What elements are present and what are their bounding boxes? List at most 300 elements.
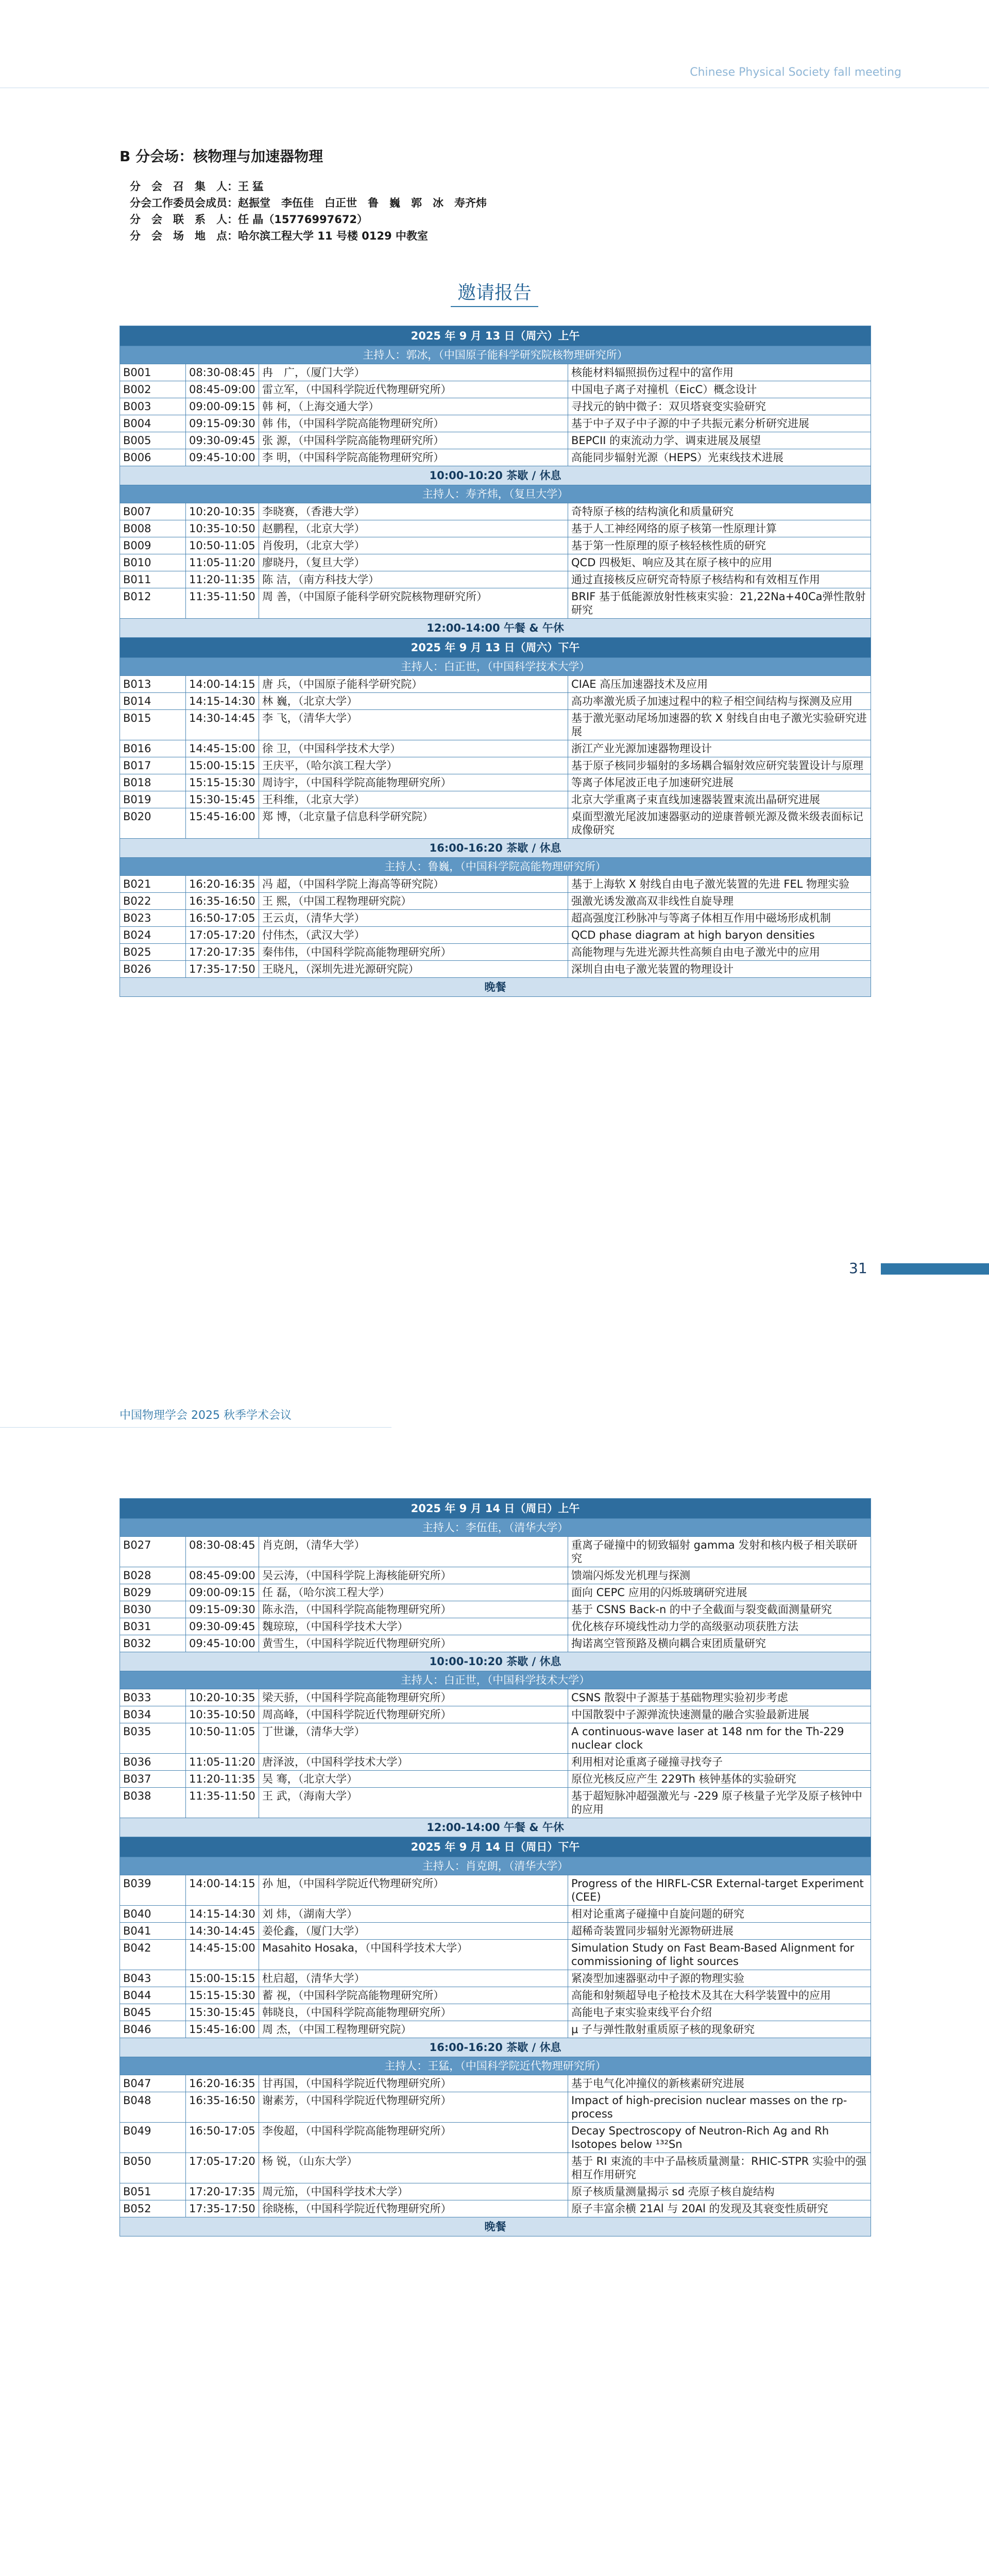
talk-row — [120, 944, 871, 961]
talk-row — [120, 1689, 871, 1706]
talk-id: B043 — [120, 1970, 186, 1987]
talk-speaker: 唐 兵，（中国原子能科学研究院） — [259, 676, 568, 693]
talk-id: B001 — [120, 364, 186, 381]
talk-time: 15:45-16:00 — [186, 808, 259, 839]
talk-time: 16:50-17:05 — [186, 910, 259, 927]
day-row — [120, 1499, 871, 1519]
talk-row — [120, 1906, 871, 1923]
talk-speaker: 黄雪生，（中国科学院近代物理研究所） — [259, 1635, 568, 1652]
talk-id: B002 — [120, 381, 186, 398]
talk-speaker: 吴 骞，（北京大学） — [259, 1771, 568, 1788]
running-header: Chinese Physical Society fall meeting — [690, 66, 901, 79]
talk-speaker: 李 飞，（清华大学） — [259, 710, 568, 740]
break-label: 12:00-14:00 午餐 & 午休 — [120, 1818, 871, 1837]
talk-row — [120, 1987, 871, 2004]
talk-time: 15:45-16:00 — [186, 2021, 259, 2038]
talk-id: B051 — [120, 2183, 186, 2200]
talk-id: B044 — [120, 1987, 186, 2004]
talk-id: B034 — [120, 1706, 186, 1723]
talk-title: Simulation Study on Fast Beam-Based Alignment for commissioning of light sources — [568, 1940, 871, 1970]
talk-title: 基于中子双子中子源的中子共振元素分析研究进展 — [568, 415, 871, 432]
talk-title: 强激光诱发激高双非线性自旋导理 — [568, 893, 871, 910]
talk-row — [120, 537, 871, 554]
talk-id: B014 — [120, 693, 186, 710]
break-row — [120, 2217, 871, 2236]
talk-speaker: 丁世谦，（清华大学） — [259, 1723, 568, 1754]
talk-id: B005 — [120, 432, 186, 449]
talk-speaker: 徐 卫，（中国科学技术大学） — [259, 740, 568, 757]
talk-speaker: 姜伦鑫，（厦门大学） — [259, 1923, 568, 1940]
talk-speaker: 魏琼琼，（中国科学技术大学） — [259, 1618, 568, 1635]
talk-speaker: 杨 锐，（山东大学） — [259, 2153, 568, 2183]
talk-time: 15:30-15:45 — [186, 791, 259, 808]
talk-speaker: 韩 伟，（中国科学院高能物理研究所） — [259, 415, 568, 432]
talk-title: 深圳自由电子激光装置的物理设计 — [568, 961, 871, 978]
talk-time: 16:50-17:05 — [186, 2123, 259, 2153]
talk-row — [120, 1771, 871, 1788]
talk-time: 17:35-17:50 — [186, 2200, 259, 2217]
talk-id: B035 — [120, 1723, 186, 1754]
talk-row — [120, 503, 871, 520]
day-row — [120, 638, 871, 658]
talk-row — [120, 774, 871, 791]
talk-title: μ 子与弹性散射重质原子核的现象研究 — [568, 2021, 871, 2038]
talk-id: B006 — [120, 449, 186, 466]
talk-time: 14:30-14:45 — [186, 1923, 259, 1940]
talk-time: 14:45-15:00 — [186, 1940, 259, 1970]
talk-time: 16:20-16:35 — [186, 2075, 259, 2092]
talk-time: 10:50-11:05 — [186, 537, 259, 554]
break-label: 16:00-16:20 茶歇 / 休息 — [120, 839, 871, 858]
talk-row — [120, 449, 871, 466]
talk-id: B032 — [120, 1635, 186, 1652]
day-row — [120, 326, 871, 346]
talk-time: 09:30-09:45 — [186, 1618, 259, 1635]
talk-id: B036 — [120, 1754, 186, 1771]
talk-row — [120, 1788, 871, 1818]
chair-row — [120, 485, 871, 503]
talk-id: B019 — [120, 791, 186, 808]
talk-row — [120, 1723, 871, 1754]
talk-title: 基于人工神经网络的原子核第一性原理计算 — [568, 520, 871, 537]
talk-time: 15:00-15:15 — [186, 1970, 259, 1987]
talk-row — [120, 676, 871, 693]
talk-id: B040 — [120, 1906, 186, 1923]
talk-title: A continuous-wave laser at 148 nm for the Th-229 nuclear clock — [568, 1723, 871, 1754]
chair-label: 主持人：鲁巍，（中国科学院高能物理研究所） — [120, 858, 871, 876]
talk-row — [120, 398, 871, 415]
talk-title: 优化核存环境线性动力学的高级驱动项获胜方法 — [568, 1618, 871, 1635]
chair-label: 主持人：肖克朗，（清华大学） — [120, 1857, 871, 1875]
talk-time: 15:00-15:15 — [186, 757, 259, 774]
talk-title: 中国散裂中子源弹流快速测量的融合实验最新进展 — [568, 1706, 871, 1723]
chair-label: 主持人：寿齐炜，（复旦大学） — [120, 485, 871, 503]
talk-row — [120, 757, 871, 774]
talk-time: 17:20-17:35 — [186, 944, 259, 961]
chair-label: 主持人：郭冰，（中国原子能科学研究院核物理研究所） — [120, 346, 871, 364]
talk-title: 高能物理与先进光源共性高频自由电子激光中的应用 — [568, 944, 871, 961]
break-label: 16:00-16:20 茶歇 / 休息 — [120, 2038, 871, 2057]
talk-row — [120, 876, 871, 893]
talk-title: 北京大学重离子束直线加速器装置束流出晶研究进展 — [568, 791, 871, 808]
talk-time: 09:15-09:30 — [186, 1601, 259, 1618]
break-row — [120, 1652, 871, 1671]
chair-row — [120, 346, 871, 364]
talk-row — [120, 1584, 871, 1601]
talk-id: B013 — [120, 676, 186, 693]
chair-row — [120, 1671, 871, 1689]
talk-speaker: 韩晓良，（中国科学院高能物理研究所） — [259, 2004, 568, 2021]
talk-title: CSNS 散裂中子源基于基础物理实验初步考虑 — [568, 1689, 871, 1706]
talk-time: 17:05-17:20 — [186, 927, 259, 944]
talk-title: 重离子碰撞中的韧致辐射 gamma 发射和核内极子相关联研究 — [568, 1537, 871, 1567]
talk-row — [120, 1875, 871, 1906]
talk-time: 08:30-08:45 — [186, 364, 259, 381]
talk-row — [120, 381, 871, 398]
break-row — [120, 978, 871, 997]
day-label: 2025 年 9 月 13 日（周六）下午 — [120, 638, 871, 658]
talk-row — [120, 2004, 871, 2021]
talk-id: B041 — [120, 1923, 186, 1940]
talk-speaker: 陈 洁，（南方科技大学） — [259, 571, 568, 588]
day-label: 2025 年 9 月 14 日（周日）上午 — [120, 1499, 871, 1519]
talk-time: 09:15-09:30 — [186, 415, 259, 432]
talk-speaker: 李晓赛，（香港大学） — [259, 503, 568, 520]
talk-speaker: 徐晓栋，（中国科学院近代物理研究所） — [259, 2200, 568, 2217]
talk-id: B020 — [120, 808, 186, 839]
talk-id: B048 — [120, 2092, 186, 2123]
talk-title: 掏诺离空管预路及横向耦合束团质量研究 — [568, 1635, 871, 1652]
talk-row — [120, 710, 871, 740]
talk-title: 浙江产业光源加速器物理设计 — [568, 740, 871, 757]
chair-row — [120, 1519, 871, 1537]
talk-id: B050 — [120, 2153, 186, 2183]
talk-title: QCD 四极矩、响应及其在原子核中的应用 — [568, 554, 871, 571]
talk-id: B045 — [120, 2004, 186, 2021]
talk-speaker: 李俊超，（中国科学院高能物理研究所） — [259, 2123, 568, 2153]
day-label: 2025 年 9 月 14 日（周日）下午 — [120, 1837, 871, 1857]
talk-id: B038 — [120, 1788, 186, 1818]
talk-speaker: 付伟杰，（武汉大学） — [259, 927, 568, 944]
chair-label: 主持人：白正世，（中国科学技术大学） — [120, 1671, 871, 1689]
talk-speaker: 周 善，（中国原子能科学研究院核物理研究所） — [259, 588, 568, 619]
organizer-block — [130, 178, 487, 244]
talk-row — [120, 740, 871, 757]
chair-row — [120, 2057, 871, 2075]
talk-title: 基于激光驱动尾场加速器的软 X 射线自由电子激光实验研究进展 — [568, 710, 871, 740]
break-label: 晚餐 — [120, 2217, 871, 2236]
talk-time: 14:15-14:30 — [186, 693, 259, 710]
talk-id: B009 — [120, 537, 186, 554]
talk-row — [120, 2021, 871, 2038]
venue-line: 分 会 场 地 点：哈尔滨工程大学 11 号楼 0129 中教室 — [130, 230, 428, 242]
talk-title: BRIF 基于低能源放射性核束实验：21,22Na+40Ca弹性散射研究 — [568, 588, 871, 619]
running-header: 中国物理学会 2025 秋季学术会议 — [120, 1409, 292, 1422]
talk-time: 08:30-08:45 — [186, 1537, 259, 1567]
talk-speaker: 周高峰，（中国科学院近代物理研究所） — [259, 1706, 568, 1723]
talk-title: 高能同步辐射光源（HEPS）光束线技术进展 — [568, 449, 871, 466]
talk-title: 高功率激光质子加速过程中的粒子相空间结构与探测及应用 — [568, 693, 871, 710]
talk-speaker: 谢素芳，（中国科学院近代物理研究所） — [259, 2092, 568, 2123]
talk-speaker: 蓄 视，（中国科学院高能物理研究所） — [259, 1987, 568, 2004]
schedule-table-day1 — [120, 326, 871, 997]
talk-speaker: 肖克朗，（清华大学） — [259, 1537, 568, 1567]
talk-time: 11:05-11:20 — [186, 554, 259, 571]
talk-speaker: 周诗宇，（中国科学院高能物理研究所） — [259, 774, 568, 791]
talk-title: 寻找元的钠中微子：双贝塔衰变实验研究 — [568, 398, 871, 415]
talk-speaker: 赵鹏程，（北京大学） — [259, 520, 568, 537]
talk-id: B029 — [120, 1584, 186, 1601]
page-32 — [0, 1298, 989, 2576]
schedule-table-day2 — [120, 1498, 871, 2236]
talk-row — [120, 571, 871, 588]
talk-time: 09:45-10:00 — [186, 1635, 259, 1652]
talk-time: 11:35-11:50 — [186, 1788, 259, 1818]
talk-title: 相对论重离子碰撞中自旋问题的研究 — [568, 1906, 871, 1923]
talk-id: B028 — [120, 1567, 186, 1584]
talk-id: B037 — [120, 1771, 186, 1788]
talk-title: 奇特原子核的结构演化和质量研究 — [568, 503, 871, 520]
talk-title: 基于 RI 束流的丰中子晶核质量测量：RHIC-STPR 实验中的强相互作用研究 — [568, 2153, 871, 2183]
talk-title: 馈端闪烁发光机理与探测 — [568, 1567, 871, 1584]
talk-speaker: 王 熙，（中国工程物理研究院） — [259, 893, 568, 910]
talk-time: 14:00-14:15 — [186, 1875, 259, 1906]
break-row — [120, 466, 871, 485]
talk-id: B008 — [120, 520, 186, 537]
talk-id: B004 — [120, 415, 186, 432]
talk-speaker: 任 磊，（哈尔滨工程大学） — [259, 1584, 568, 1601]
talk-row — [120, 893, 871, 910]
talk-title: 基于 CSNS Back-n 的中子全截面与裂变截面测量研究 — [568, 1601, 871, 1618]
talk-time: 16:20-16:35 — [186, 876, 259, 893]
talk-title: Impact of high-precision nuclear masses on the rp-process — [568, 2092, 871, 2123]
talk-time: 10:35-10:50 — [186, 1706, 259, 1723]
talk-id: B010 — [120, 554, 186, 571]
talk-row — [120, 2153, 871, 2183]
talk-id: B017 — [120, 757, 186, 774]
talk-title: 原子核质量测量揭示 sd 壳原子核自旋结构 — [568, 2183, 871, 2200]
talk-speaker: 周 杰，（中国工程物理研究院） — [259, 2021, 568, 2038]
talk-row — [120, 1970, 871, 1987]
talk-title: Progress of the HIRFL-CSR External-target Experiment (CEE) — [568, 1875, 871, 1906]
talk-speaker: 张 源，（中国科学院高能物理研究所） — [259, 432, 568, 449]
talk-title: 利用相对论重离子碰撞寻找夸子 — [568, 1754, 871, 1771]
talk-row — [120, 1618, 871, 1635]
talk-id: B015 — [120, 710, 186, 740]
page-number-bar — [881, 1263, 989, 1275]
talk-speaker: 梁天骄，（中国科学院高能物理研究所） — [259, 1689, 568, 1706]
talk-row — [120, 1635, 871, 1652]
talk-row — [120, 1601, 871, 1618]
break-row — [120, 619, 871, 638]
talk-row — [120, 1706, 871, 1723]
talk-speaker: 周元笳，（中国科学技术大学） — [259, 2183, 568, 2200]
talk-title: 通过直接核反应研究奇特原子核结构和有效相互作用 — [568, 571, 871, 588]
talk-row — [120, 2092, 871, 2123]
talk-row — [120, 910, 871, 927]
talk-title: 基于原子核同步辐射的多场耦合辐射效应研究装置设计与原理 — [568, 757, 871, 774]
talk-row — [120, 808, 871, 839]
chair-row — [120, 858, 871, 876]
talk-time: 15:30-15:45 — [186, 2004, 259, 2021]
chair-row — [120, 658, 871, 676]
talk-time: 10:35-10:50 — [186, 520, 259, 537]
talk-row — [120, 1537, 871, 1567]
talk-title: 高能电子束实验束线平台介绍 — [568, 2004, 871, 2021]
committee-line: 分会工作委员会成员：赵振堂 李伍佳 白正世 鲁 巍 郭 冰 寿齐炜 — [130, 197, 487, 209]
talk-id: B022 — [120, 893, 186, 910]
talk-speaker: 杜启超，（清华大学） — [259, 1970, 568, 1987]
talk-time: 09:00-09:15 — [186, 1584, 259, 1601]
talk-speaker: 刘 炜，（湖南大学） — [259, 1906, 568, 1923]
talk-time: 11:35-11:50 — [186, 588, 259, 619]
talk-title: CIAE 高压加速器技术及应用 — [568, 676, 871, 693]
talk-row — [120, 1940, 871, 1970]
talk-title: 原子丰富余横 21Al 与 20Al 的发现及其衰变性质研究 — [568, 2200, 871, 2217]
day-row — [120, 1837, 871, 1857]
talk-time: 10:50-11:05 — [186, 1723, 259, 1754]
talk-id: B018 — [120, 774, 186, 791]
talk-speaker: 王云贞，（清华大学） — [259, 910, 568, 927]
talk-id: B016 — [120, 740, 186, 757]
talk-time: 08:45-09:00 — [186, 381, 259, 398]
talk-speaker: 冯 超，（中国科学院上海高等研究院） — [259, 876, 568, 893]
talk-speaker: 王晓凡，（深圳先进光源研究院） — [259, 961, 568, 978]
talk-row — [120, 432, 871, 449]
talk-id: B031 — [120, 1618, 186, 1635]
talk-time: 14:00-14:15 — [186, 676, 259, 693]
break-row — [120, 839, 871, 858]
talk-title: 桌面型激光尾波加速器驱动的逆康普顿光源及微米级表面标记成像研究 — [568, 808, 871, 839]
talk-row — [120, 2123, 871, 2153]
chair-label: 主持人：白正世，（中国科学技术大学） — [120, 658, 871, 676]
talk-time: 11:20-11:35 — [186, 1771, 259, 1788]
organizer-line: 分 会 召 集 人：王 猛 — [130, 180, 264, 193]
chair-label: 主持人：李伍佳，（清华大学） — [120, 1519, 871, 1537]
talk-id: B011 — [120, 571, 186, 588]
chair-label: 主持人：王猛，（中国科学院近代物理研究所） — [120, 2057, 871, 2075]
talk-id: B003 — [120, 398, 186, 415]
talk-time: 17:20-17:35 — [186, 2183, 259, 2200]
day-label: 2025 年 9 月 13 日（周六）上午 — [120, 326, 871, 346]
talk-title: BEPCII 的束流动力学、调束进展及展望 — [568, 432, 871, 449]
break-row — [120, 2038, 871, 2057]
talk-title: 超稀奇装置同步辐射光源物研进展 — [568, 1923, 871, 1940]
talk-id: B024 — [120, 927, 186, 944]
talk-row — [120, 927, 871, 944]
talk-title: 中国电子离子对撞机（EicC）概念设计 — [568, 381, 871, 398]
talk-row — [120, 2075, 871, 2092]
talk-id: B033 — [120, 1689, 186, 1706]
talk-title: 面向 CEPC 应用的闪烁玻璃研究进展 — [568, 1584, 871, 1601]
talk-row — [120, 1567, 871, 1584]
talk-time: 14:15-14:30 — [186, 1906, 259, 1923]
break-label: 晚餐 — [120, 978, 871, 997]
talk-id: B030 — [120, 1601, 186, 1618]
talk-speaker: 甘再国，（中国科学院近代物理研究所） — [259, 2075, 568, 2092]
talk-id: B025 — [120, 944, 186, 961]
talk-time: 16:35-16:50 — [186, 893, 259, 910]
talk-time: 17:35-17:50 — [186, 961, 259, 978]
talk-id: B039 — [120, 1875, 186, 1906]
talk-time: 16:35-16:50 — [186, 2092, 259, 2123]
talk-time: 11:05-11:20 — [186, 1754, 259, 1771]
talk-id: B027 — [120, 1537, 186, 1567]
talk-row — [120, 554, 871, 571]
talk-speaker: 唐泽波，（中国科学技术大学） — [259, 1754, 568, 1771]
talk-id: B023 — [120, 910, 186, 927]
talk-row — [120, 1754, 871, 1771]
chair-row — [120, 1857, 871, 1875]
talk-speaker: 吴云涛，（中国科学院上海核能研究所） — [259, 1567, 568, 1584]
talk-time: 09:00-09:15 — [186, 398, 259, 415]
session-title: B 分会场：核物理与加速器物理 — [120, 148, 323, 165]
talk-speaker: 孙 旭，（中国科学院近代物理研究所） — [259, 1875, 568, 1906]
talk-speaker: 林 巍，（北京大学） — [259, 693, 568, 710]
talk-title: 高能和射频超导电子枪技术及其在大科学装置中的应用 — [568, 1987, 871, 2004]
talk-time: 10:20-10:35 — [186, 1689, 259, 1706]
talk-row — [120, 588, 871, 619]
contact-line: 分 会 联 系 人：任 晶（15776997672） — [130, 213, 368, 226]
talk-time: 09:45-10:00 — [186, 449, 259, 466]
talk-speaker: 肖俊玥，（北京大学） — [259, 537, 568, 554]
talk-id: B026 — [120, 961, 186, 978]
talk-time: 17:05-17:20 — [186, 2153, 259, 2183]
talk-speaker: 陈永浩，（中国科学院高能物理研究所） — [259, 1601, 568, 1618]
talk-row — [120, 2200, 871, 2217]
talk-title: QCD phase diagram at high baryon densities — [568, 927, 871, 944]
talk-time: 09:30-09:45 — [186, 432, 259, 449]
talk-time: 15:15-15:30 — [186, 1987, 259, 2004]
talk-speaker: 廖晓丹，（复旦大学） — [259, 554, 568, 571]
header-rule — [0, 1427, 391, 1428]
talk-speaker: Masahito Hosaka，（中国科学技术大学） — [259, 1940, 568, 1970]
break-label: 12:00-14:00 午餐 & 午休 — [120, 619, 871, 638]
talk-speaker: 秦伟伟，（中国科学院高能物理研究所） — [259, 944, 568, 961]
talk-title: 紧凑型加速器驱动中子源的物理实验 — [568, 1970, 871, 1987]
section-underline — [451, 306, 538, 307]
talk-title: Decay Spectroscopy of Neutron-Rich Ag and Rh Isotopes below ¹³²Sn — [568, 2123, 871, 2153]
section-title-invited: 邀请报告 — [457, 282, 532, 303]
talk-row — [120, 415, 871, 432]
talk-time: 11:20-11:35 — [186, 571, 259, 588]
talk-title: 核能材料辐照损伤过程中的富作用 — [568, 364, 871, 381]
talk-speaker: 李 明，（中国科学院高能物理研究所） — [259, 449, 568, 466]
talk-speaker: 郑 博，（北京量子信息科学研究院） — [259, 808, 568, 839]
talk-id: B007 — [120, 503, 186, 520]
talk-title: 基于超短脉冲超强激光与 -229 原子核量子光学及原子核钟中的应用 — [568, 1788, 871, 1818]
talk-speaker: 王 武，（海南大学） — [259, 1788, 568, 1818]
break-label: 10:00-10:20 茶歇 / 休息 — [120, 1652, 871, 1671]
talk-row — [120, 961, 871, 978]
talk-speaker: 王庆平，（哈尔滨工程大学） — [259, 757, 568, 774]
talk-time: 08:45-09:00 — [186, 1567, 259, 1584]
talk-time: 14:30-14:45 — [186, 710, 259, 740]
page-number: 31 — [849, 1260, 867, 1277]
talk-id: B021 — [120, 876, 186, 893]
talk-title: 等离子体尾波正电子加速研究进展 — [568, 774, 871, 791]
talk-row — [120, 791, 871, 808]
break-row — [120, 1818, 871, 1837]
talk-row — [120, 520, 871, 537]
talk-speaker: 王科维，（北京大学） — [259, 791, 568, 808]
talk-speaker: 冉 广，（厦门大学） — [259, 364, 568, 381]
talk-title: 基于上海软 X 射线自由电子激光装置的先进 FEL 物理实验 — [568, 876, 871, 893]
talk-row — [120, 2183, 871, 2200]
talk-title: 原位光核反应产生 229Th 核钟基体的实验研究 — [568, 1771, 871, 1788]
talk-time: 14:45-15:00 — [186, 740, 259, 757]
talk-id: B047 — [120, 2075, 186, 2092]
